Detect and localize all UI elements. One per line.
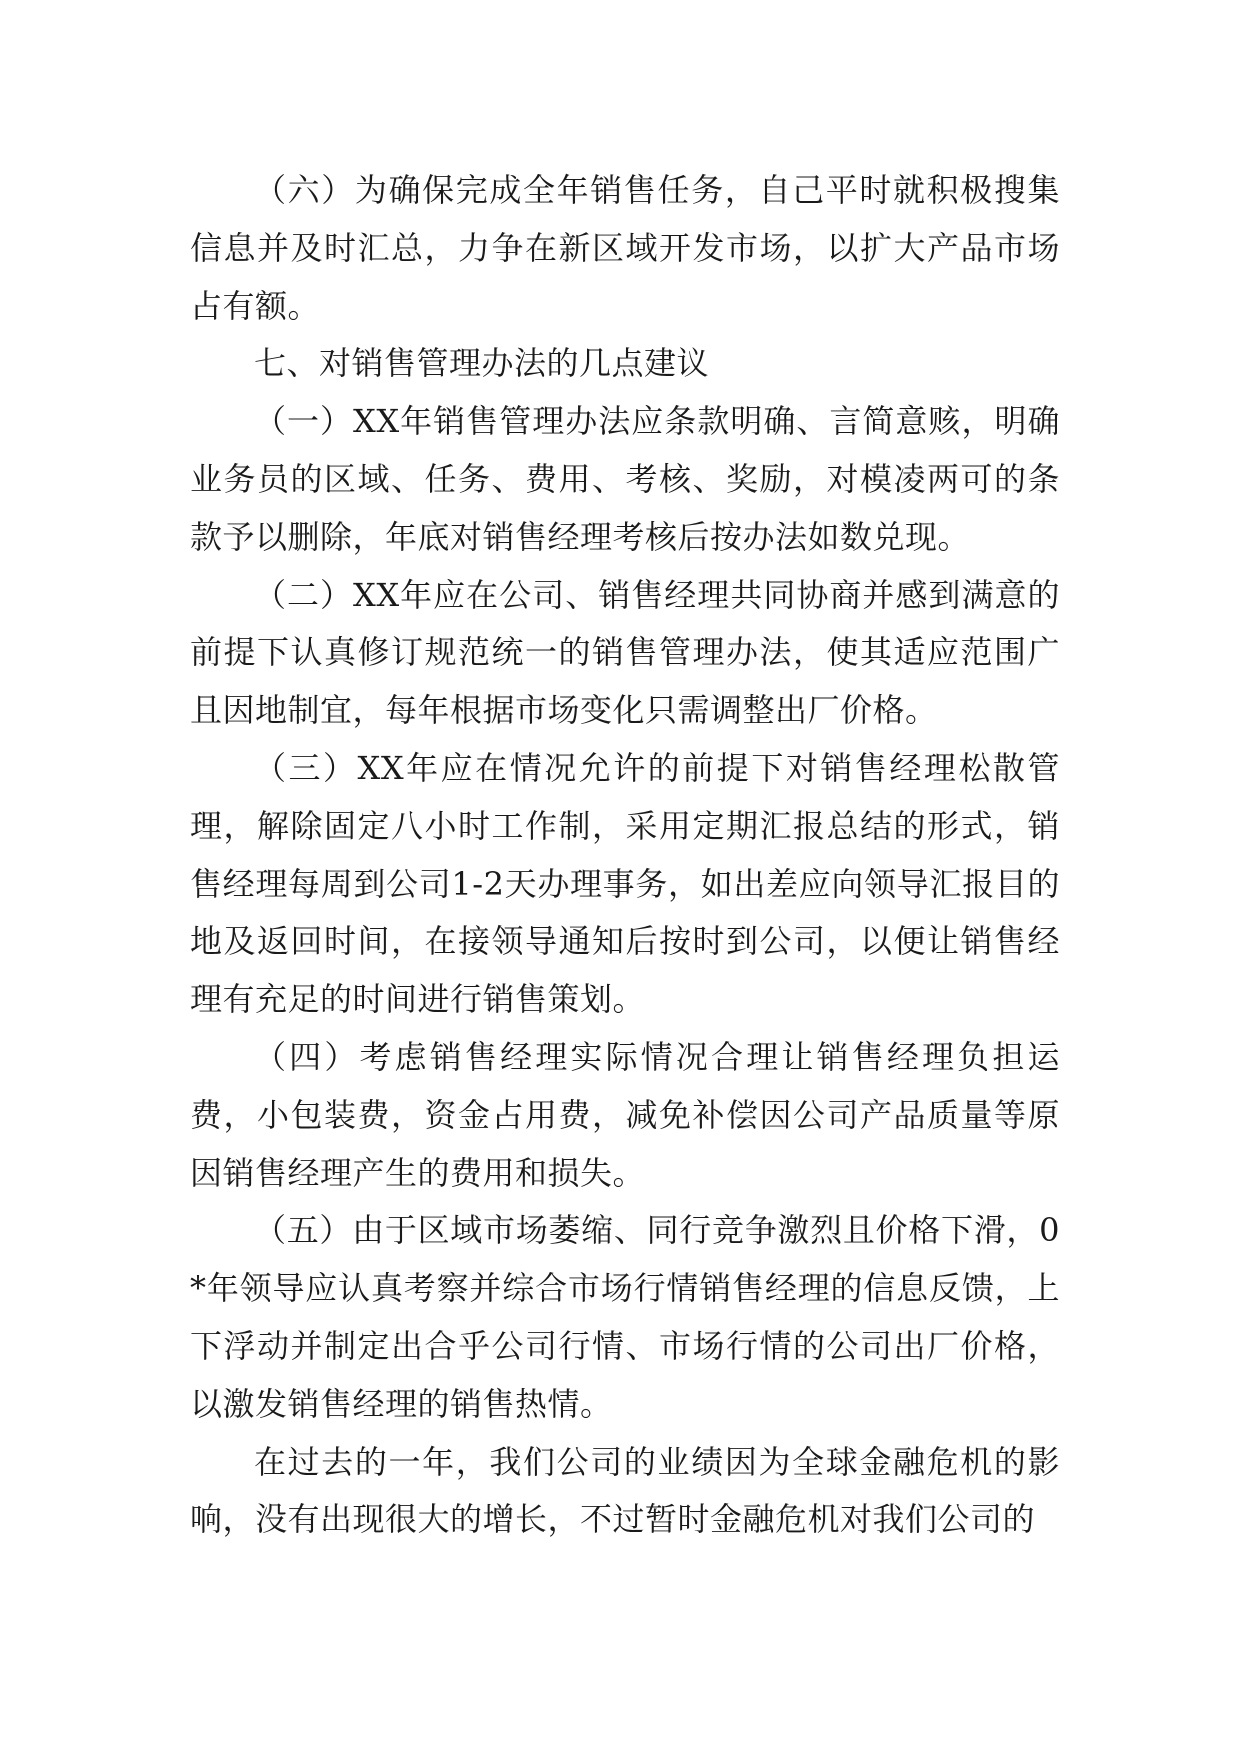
- section-heading-7: 七、对销售管理办法的几点建议: [254, 344, 710, 383]
- paragraph-item-6: （六）为确保完成全年销售任务，自己平时就积极搜集信息并及时汇总，力争在新区域开发市场，以扩大产品市场占有额。: [190, 171, 1060, 325]
- suggestion-item-5: （五）由于区域市场萎缩、同行竞争激烈且价格下滑，0*年领导应认真考察并综合市场行情销售经理的信息反馈，上下浮动并制定出合乎公司行情、市场行情的公司出厂价格，以激发销售经理的销售热情。: [190, 1211, 1060, 1423]
- suggestion-item-4: （四）考虑销售经理实际情况合理让销售经理负担运费，小包装费，资金占用费，减免补偿因公司产品质量等原因销售经理产生的费用和损失。: [190, 1037, 1060, 1192]
- document-page: [190, 162, 1060, 1549]
- suggestion-item-2: （二）XX年应在公司、销售经理共同协商并感到满意的前提下认真修订规范统一的销售管理办法，使其适应范围广且因地制宜，每年根据市场变化只需调整出厂价格。: [190, 575, 1060, 730]
- suggestion-item-3: （三）XX年应在情况允许的前提下对销售经理松散管理，解除固定八小时工作制，采用定期汇报总结的形式，销售经理每周到公司1-2天办理事务，如出差应向领导汇报目的地及返回时间，在接领导通知后按时到公司，以便让销售经理有充足的时间进行销售策划。: [190, 748, 1060, 1019]
- closing-paragraph: 在过去的一年，我们公司的业绩因为全球金融危机的影响，没有出现很大的增长，不过暂时金融危机对我们公司的: [190, 1442, 1060, 1539]
- suggestion-item-1: （一）XX年销售管理办法应条款明确、言简意赅，明确业务员的区域、任务、费用、考核、奖励，对模凌两可的条款予以删除，年底对销售经理考核后按办法如数兑现。: [190, 402, 1060, 556]
